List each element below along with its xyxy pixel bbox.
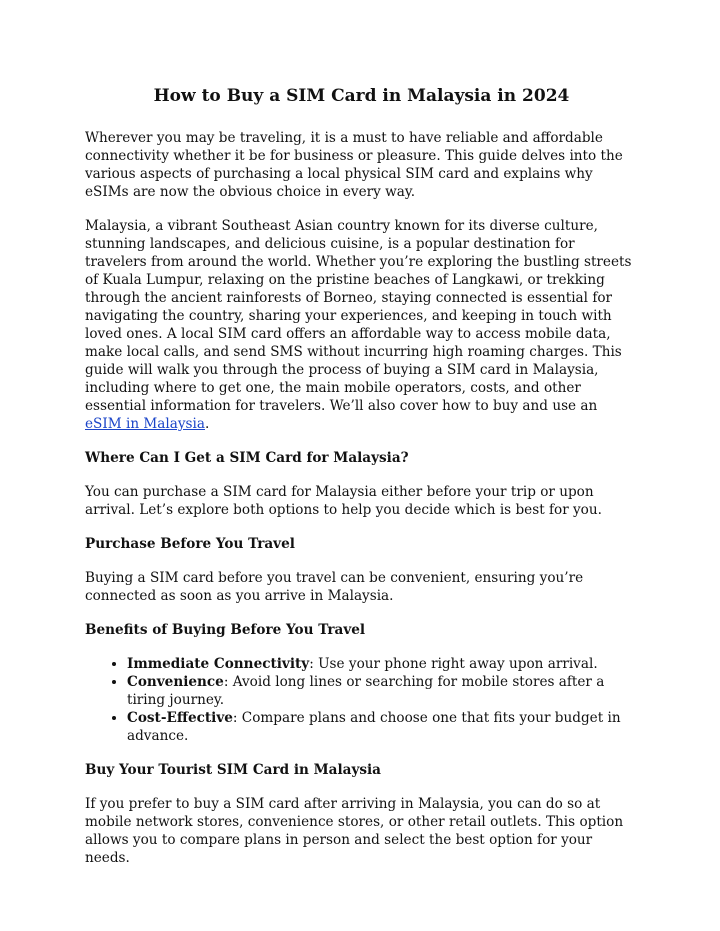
section-heading-benefits: Benefits of Buying Before You Travel	[85, 622, 366, 638]
list-item	[127, 673, 638, 709]
list-item-term: Convenience	[127, 674, 224, 690]
malaysia-paragraph-end: .	[204, 416, 210, 432]
esim-malaysia-link[interactable]: eSIM in Malaysia	[85, 416, 205, 432]
list-item	[127, 655, 638, 673]
list-item-desc: : Compare plans and choose one that fits your budget in advance.	[127, 710, 621, 744]
malaysia-paragraph	[85, 217, 638, 433]
list-item	[127, 709, 638, 745]
list-item-term: Cost-Effective	[127, 710, 233, 726]
list-item-desc: : Avoid long lines or searching for mobile stores after a tiring journey.	[127, 674, 605, 708]
section-heading-where: Where Can I Get a SIM Card for Malaysia?	[85, 450, 409, 466]
list-item-term: Immediate Connectivity	[127, 656, 310, 672]
section-heading-before: Purchase Before You Travel	[85, 536, 295, 552]
section-text-before: Buying a SIM card before you travel can be convenient, ensuring you’re connected as soon as you arrive in Malaysia.	[85, 570, 584, 604]
section-text-tourist: If you prefer to buy a SIM card after arriving in Malaysia, you can do so at mobile network stores, convenience stores, or other retail outlets. This option allows you to compare plans in person and select the best option for your needs.	[85, 796, 624, 866]
document-page	[85, 84, 638, 883]
benefits-list	[85, 655, 638, 745]
intro-paragraph: Wherever you may be traveling, it is a must to have reliable and affordable connectivity whether it be for business or pleasure. This guide delves into the various aspects of purchasing a local physical SIM card and explains why eSIMs are now the obvious choice in every way.	[85, 130, 623, 200]
malaysia-paragraph-text: Malaysia, a vibrant Southeast Asian country known for its diverse culture, stunning landscapes, and delicious cuisine, is a popular destination for travelers from around the world. Whether you’re exploring the bustling streets of Kuala Lumpur, relaxing on the pristine beaches of Langkawi, or trekking through the ancient rainforests of Borneo, staying connected is essential for navigating the country, sharing your experiences, and keeping in touch with loved ones. A local SIM card offers an affordable way to access mobile data, make local calls, and send SMS without incurring high roaming charges. This guide will walk you through the process of buying a SIM card in Malaysia, including where to get one, the main mobile operators, costs, and other essential information for travelers. We’ll also cover how to buy and use an	[85, 218, 632, 414]
section-heading-tourist: Buy Your Tourist SIM Card in Malaysia	[85, 762, 381, 778]
page-title: How to Buy a SIM Card in Malaysia in 2024	[153, 86, 570, 106]
section-text-where: You can purchase a SIM card for Malaysia either before your trip or upon arrival. Let’s explore both options to help you decide which is best for you.	[85, 484, 602, 518]
list-item-desc: : Use your phone right away upon arrival.	[309, 656, 598, 672]
